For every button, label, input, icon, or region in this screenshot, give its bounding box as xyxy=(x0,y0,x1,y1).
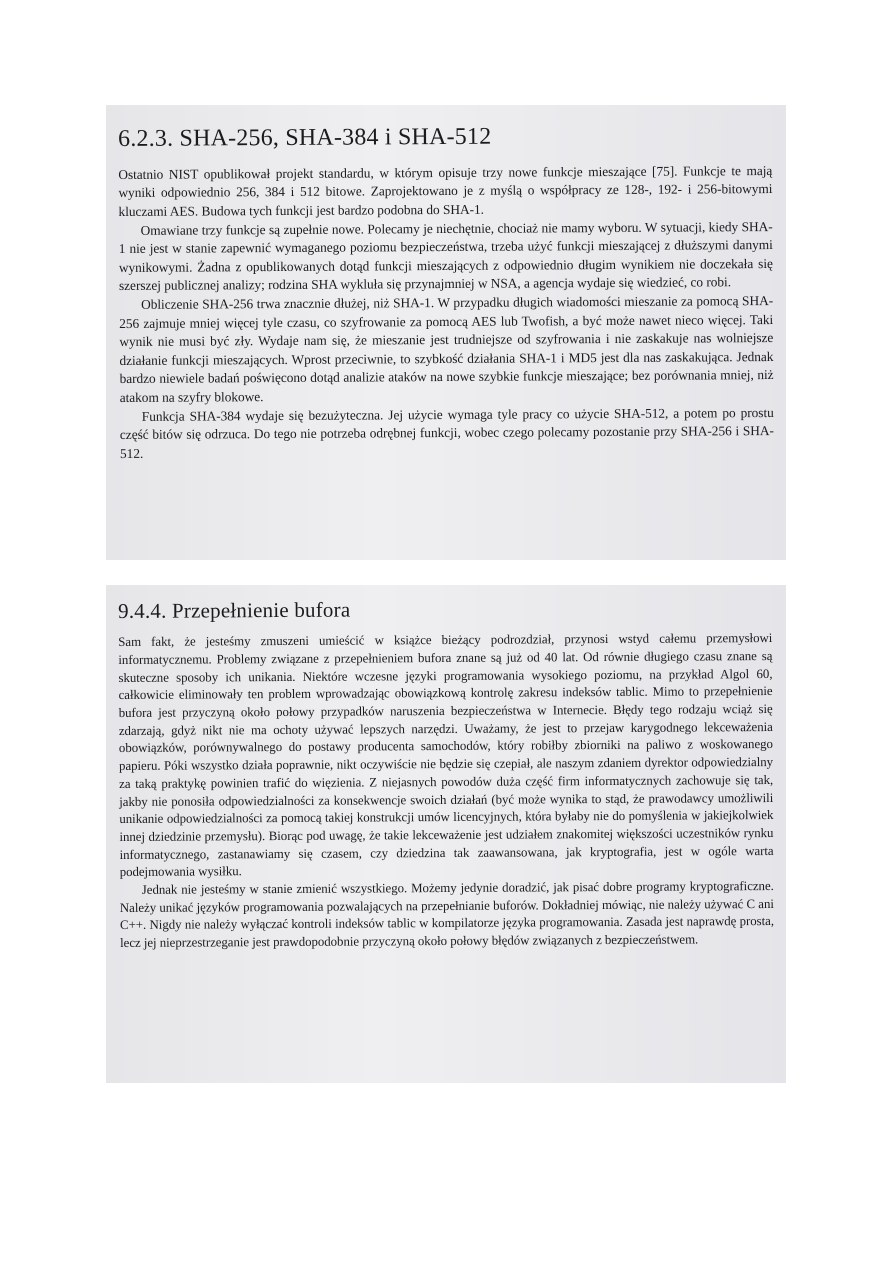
paragraph: Jednak nie jesteśmy w stanie zmienić wszystkiego. Możemy jedynie doradzić, jak pisać dobre programy kryptograficzne. Należy unikać języków programowania pozwalających na przepełnianie buforów. Dokładniej mówiąc, nie należy używać C ani C++. Nigdy nie należy wyłączać kontroli indeksów tablic w kompilatorze języka programowania. Zasada jest naprawdę prosta, lecz jej nieprzestrzeganie jest prawdopodobnie przyczyną około połowy błędów związanych z bezpieczeństwem. xyxy=(119,879,775,951)
paragraph: Funkcja SHA-384 wydaje się bezużyteczna. Jej użycie wymaga tyle pracy co użycie SHA-512, a potem po prostu część bitów się odrzuca. Do tego nie potrzeba odrębnej funkcji, wobec czego polecamy pozostanie przy SHA-256 i SHA-512. xyxy=(119,404,774,461)
paragraph: Omawiane trzy funkcje są zupełnie nowe. Polecamy je niechętnie, chociaż nie mamy wyboru. W sytuacji, kiedy SHA-1 nie jest w stanie zapewnić wymaganego poziomu bezpieczeństwa, trzeba użyć funkcji mieszającej z dłuższymi danymi wynikowymi. Żadna z opublikowanych dotąd funkcji mieszających z odpowiednio długim wynikiem nie doczekała się szerszej publicznej analizy; rodzina SHA wykluła się przynajmniej w NSA, a agencja wydaje się wiedzieć, co robi. xyxy=(118,218,773,294)
paragraph: Ostatnio NIST opublikował projekt standardu, w którym opisuje trzy nowe funkcje mieszające [75]. Funkcje te mają wyniki odpowiednio 256, 384 i 512 bitowe. Zaprojektowano je z myślą o współpracy ze 128-, 192- i 256-bitowymi kluczami AES. Budowa tych funkcji jest bardzo podobna do SHA-1. xyxy=(118,162,773,219)
paragraph: Sam fakt, że jesteśmy zmuszeni umieścić w książce bieżący podrozdział, przynosi wstyd całemu przemysłowi informatycznemu. Problemy związane z przepełnieniem bufora znane są już od 40 lat. Od równie długiego czasu znane są skuteczne sposoby ich unikania. Niektóre wczesne języki programowania wysokiego poziomu, na przykład Algol 60, całkowicie eliminowały ten problem wprowadzając obowiązkową kontrolę zakresu indeksów tablic. Mimo to przepełnienie bufora jest przyczyną około połowy przypadków naruszenia bezpieczeństwa w Internecie. Błędy tego rodzaju wciąż się zdarzają, gdyż nikt nie ma ochoty używać lepszych narzędzi. Uważamy, że jest to przejaw karygodnego lekceważenia obowiązków, porównywalnego do postawy producenta samochodów, który robiłby zbiorniki na paliwo z woskowanego papieru. Póki wszystko działa poprawnie, nikt oczywiście nie będzie się czepiał, ale naszym zdaniem dyrektor odpowiedzialny za taką praktykę powinien trafić do więzienia. Z niejasnych powodów duża część firm informatycznych zachowuje się tak, jakby nie ponosiła odpowiedzialności za konsekwencje swoich działań (być może wynika to stąd, że prawodawcy umożliwili unikanie odpowiedzialności za pomocą takiej konstrukcji umów licencyjnych, która byłaby nie do pomyślenia w jakiejkolwiek innej dziedzinie przemysłu). Biorąc pod uwagę, że takie lekceważenie jest udziałem znakomitej większości uczestników rynku informatycznego, zastanawiamy się czasem, czy dziedzina tak zaawansowana, jak kryptografia, jest w ogóle warta podejmowania wysiłku. xyxy=(118,631,774,880)
section-heading-buffer-overflow: 9.4.4. Przepełnienie bufora xyxy=(118,597,351,623)
book-page-photo-buffer xyxy=(106,585,786,1083)
section-heading-sha: 6.2.3. SHA-256, SHA-384 i SHA-512 xyxy=(118,123,492,152)
paragraph: Obliczenie SHA-256 trwa znacznie dłużej, niż SHA-1. W przypadku długich wiadomości mieszanie za pomocą SHA-256 zajmuje mniej więcej tyle czasu, co szyfrowanie za pomocą AES lub Twofish, a być może nawet nieco więcej. Taki wynik nie musi być zły. Wydaje nam się, że mieszanie jest trudniejsze od szyfrowania i nie zaskakuje nas wolniejsze działanie funkcji mieszających. Wprost przeciwnie, to szybkość działania SHA-1 i MD5 jest dla nas zaskakująca. Jednak bardzo niewiele badań poświęcono dotąd analizie ataków na nowe szybkie funkcje mieszające; bez porównania mniej, niż atakom na szyfry blokowe. xyxy=(119,292,774,405)
book-page-photo-sha xyxy=(106,105,786,560)
